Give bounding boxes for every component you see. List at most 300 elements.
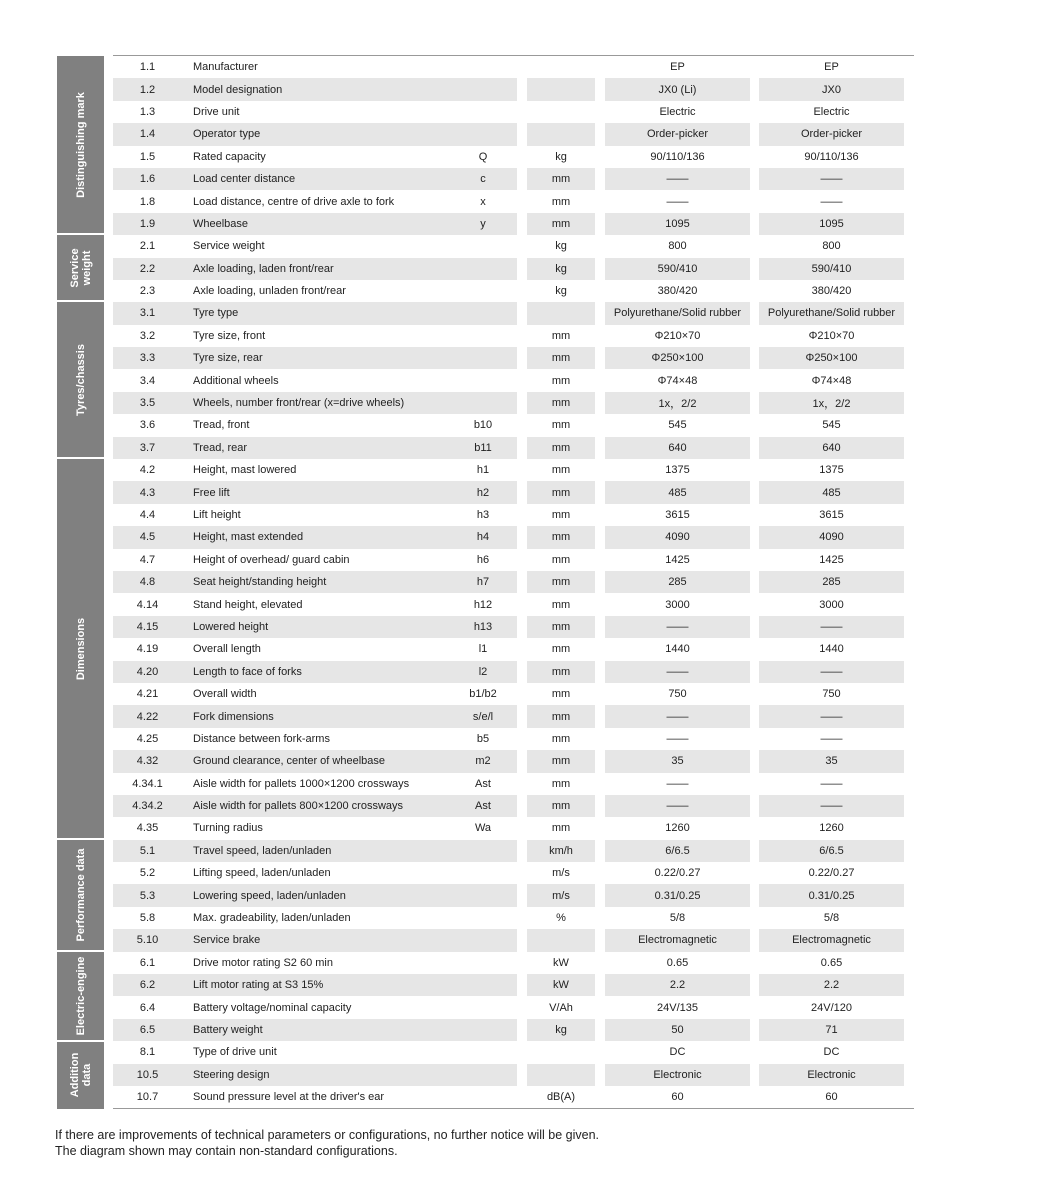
row-symbol: x (480, 195, 486, 208)
row-value-model-1: 1x，2/2 (605, 392, 750, 414)
row-value-model-1: Electronic (605, 1064, 750, 1086)
row-value-model-1: 24V/135 (657, 1001, 698, 1014)
row-unit: mm (551, 822, 571, 835)
row-value-model-1: 590/410 (605, 258, 750, 280)
row-description: Height, mast extended (182, 526, 449, 548)
row-description: Battery weight (182, 1019, 449, 1041)
row-symbol: h4 (449, 526, 517, 548)
row-description: Manufacturer (193, 61, 258, 74)
section-sidebar (57, 56, 104, 1109)
row-symbol: b11 (449, 437, 517, 459)
spec-row (113, 638, 914, 660)
row-number: 4.3 (113, 481, 182, 503)
spec-row (113, 1019, 914, 1041)
row-symbol (449, 1064, 517, 1086)
row-value-model-1: Φ250×100 (605, 347, 750, 369)
row-description: Ground clearance, center of wheelbase (182, 750, 449, 772)
spec-row (113, 280, 914, 302)
row-value-model-2: Electric (813, 105, 850, 118)
row-value-model-2: 2.2 (759, 974, 904, 996)
row-unit: mm (551, 598, 571, 611)
row-value-model-2: Φ250×100 (759, 347, 904, 369)
row-description: Tyre size, front (193, 329, 266, 342)
row-value-model-2: —— (759, 168, 904, 190)
row-value-model-2: 545 (822, 419, 841, 432)
spec-row (113, 168, 914, 190)
row-number: 3.2 (139, 329, 156, 342)
row-unit: dB(A) (546, 1091, 576, 1104)
row-value-model-1: —— (666, 732, 689, 745)
spec-row (113, 974, 914, 996)
row-symbol: Ast (475, 777, 491, 790)
row-unit: kg (527, 258, 595, 280)
row-description: Load distance, centre of drive axle to fork (193, 195, 395, 208)
row-value-model-1: Electromagnetic (605, 929, 750, 951)
row-symbol: h2 (449, 481, 517, 503)
row-value-model-1: 6/6.5 (605, 840, 750, 862)
row-description: Tyre size, rear (182, 347, 449, 369)
row-symbol (449, 996, 517, 1018)
spec-row (113, 593, 914, 615)
row-description: Height of overhead/ guard cabin (193, 553, 350, 566)
row-value-model-1: 1425 (665, 553, 690, 566)
spec-row (113, 705, 914, 727)
section-block (57, 952, 104, 1042)
spec-row (113, 952, 914, 974)
row-value-model-2: Polyurethane/Solid rubber (759, 302, 904, 324)
row-number: 3.4 (139, 374, 156, 387)
row-unit: mm (527, 705, 595, 727)
row-symbol: b5 (476, 732, 490, 745)
spec-row (113, 213, 914, 235)
row-description: Lift motor rating at S3 15% (182, 974, 449, 996)
row-value-model-1: 640 (605, 437, 750, 459)
row-symbol: Q (478, 150, 488, 163)
row-value-model-1: 1260 (665, 822, 690, 835)
spec-row (113, 369, 914, 391)
row-symbol (449, 392, 517, 414)
spec-row (113, 728, 914, 750)
spec-row (113, 392, 914, 414)
row-value-model-1: Electric (659, 105, 696, 118)
row-symbol (449, 78, 517, 100)
row-unit: mm (527, 392, 595, 414)
spec-row (113, 907, 914, 929)
row-number: 5.1 (113, 840, 182, 862)
row-number: 1.3 (139, 105, 156, 118)
row-symbol: y (449, 213, 517, 235)
row-unit: V/Ah (549, 1001, 573, 1014)
section-label: Dimensions (74, 617, 87, 680)
row-value-model-2: —— (759, 705, 904, 727)
row-unit: mm (527, 526, 595, 548)
row-symbol (449, 862, 517, 884)
row-value-model-2: —— (820, 777, 843, 790)
row-value-model-1: JX0 (Li) (605, 78, 750, 100)
row-symbol: h12 (473, 598, 493, 611)
row-description: Max. gradeability, laden/unladen (193, 912, 351, 925)
row-value-model-1: 90/110/136 (650, 150, 705, 163)
row-number: 4.34.2 (113, 795, 182, 817)
row-number: 3.5 (113, 392, 182, 414)
row-number: 5.8 (139, 912, 156, 925)
row-symbol (449, 302, 517, 324)
row-value-model-1: —— (666, 195, 689, 208)
row-value-model-2: Electronic (759, 1064, 904, 1086)
row-symbol: h3 (476, 509, 490, 521)
row-description: Wheels, number front/rear (x=drive wheels) (182, 392, 449, 414)
row-value-model-2: 1095 (759, 213, 904, 235)
spec-row (113, 750, 914, 772)
row-symbol: c (449, 168, 517, 190)
row-value-model-2: Φ74×48 (811, 374, 852, 387)
section-block (57, 1042, 104, 1109)
row-unit: mm (551, 329, 571, 342)
row-description: Lifting speed, laden/unladen (193, 867, 331, 880)
row-value-model-2: 71 (759, 1019, 904, 1041)
row-number: 5.10 (113, 929, 182, 951)
row-symbol (449, 101, 517, 123)
spec-row (113, 1064, 914, 1086)
spec-row (113, 481, 914, 503)
row-unit: mm (527, 616, 595, 638)
row-unit: mm (527, 347, 595, 369)
spec-row (113, 123, 914, 145)
row-description: Fork dimensions (182, 705, 449, 727)
row-value-model-2: 0.31/0.25 (759, 884, 904, 906)
row-value-model-1: —— (605, 168, 750, 190)
row-number: 1.1 (139, 61, 156, 74)
row-value-model-1: 2.2 (605, 974, 750, 996)
spec-row (113, 1041, 914, 1063)
row-description: Distance between fork-arms (193, 732, 330, 745)
row-symbol (449, 235, 517, 257)
spec-row (113, 414, 914, 436)
row-number: 4.8 (113, 571, 182, 593)
row-value-model-2: 485 (759, 481, 904, 503)
row-description: Model designation (182, 78, 449, 100)
row-symbol: b1/b2 (469, 688, 497, 701)
row-value-model-1: 485 (605, 481, 750, 503)
row-unit: km/h (527, 840, 595, 862)
row-description: Height, mast lowered (193, 464, 297, 477)
row-value-model-1: 60 (671, 1091, 684, 1104)
row-value-model-1: —— (666, 777, 689, 790)
row-number: 10.7 (136, 1091, 159, 1104)
row-unit: mm (527, 481, 595, 503)
row-value-model-2: EP (824, 61, 839, 74)
row-value-model-1: 4090 (605, 526, 750, 548)
row-value-model-1: 5/8 (669, 912, 686, 925)
row-description: Rated capacity (193, 150, 266, 163)
row-description: Axle loading, laden front/rear (182, 258, 449, 280)
row-value-model-1: 380/420 (657, 285, 698, 298)
row-unit (527, 78, 595, 100)
row-value-model-2: 0.22/0.27 (808, 867, 855, 880)
row-number: 6.1 (139, 956, 156, 969)
section-label: Performance data (74, 848, 87, 942)
spec-row (113, 302, 914, 324)
row-value-model-2: Φ210×70 (808, 329, 855, 342)
row-number: 4.22 (113, 705, 182, 727)
row-unit: kg (555, 240, 567, 253)
spec-row (113, 773, 914, 795)
row-value-model-2: 4090 (759, 526, 904, 548)
row-number: 6.4 (139, 1001, 156, 1014)
row-value-model-2: DC (823, 1046, 840, 1059)
row-unit: % (556, 912, 566, 925)
row-symbol: b10 (473, 419, 493, 432)
row-symbol: Wa (474, 822, 492, 835)
row-value-model-2: Electromagnetic (759, 929, 904, 951)
row-value-model-1: —— (605, 661, 750, 683)
row-number: 4.15 (113, 616, 182, 638)
row-number: 1.8 (139, 195, 156, 208)
row-number: 2.3 (139, 285, 156, 298)
row-unit: mm (527, 168, 595, 190)
spec-row (113, 347, 914, 369)
row-symbol: l2 (449, 661, 517, 683)
spec-row (113, 884, 914, 906)
section-label: Electric-engine (74, 956, 87, 1036)
row-symbol (449, 840, 517, 862)
row-symbol (449, 258, 517, 280)
row-number: 2.1 (139, 240, 156, 253)
row-value-model-1: Order-picker (605, 123, 750, 145)
row-value-model-1: 1440 (665, 643, 690, 656)
row-number: 1.4 (113, 123, 182, 145)
row-value-model-1: 750 (668, 688, 687, 701)
row-value-model-2: 750 (822, 688, 841, 701)
spec-row (113, 56, 914, 78)
row-symbol (449, 325, 517, 347)
row-description: Drive unit (193, 105, 240, 118)
row-symbol (449, 974, 517, 996)
row-unit: mm (551, 643, 571, 656)
row-unit: kW (553, 956, 569, 969)
row-value-model-1: Φ210×70 (654, 329, 701, 342)
row-value-model-2: —— (759, 795, 904, 817)
section-label: Service weight (68, 248, 93, 288)
row-number: 2.2 (113, 258, 182, 280)
row-value-model-2: 3000 (819, 598, 844, 611)
row-value-model-2: 0.65 (820, 956, 843, 969)
row-value-model-2: 1440 (819, 643, 844, 656)
row-number: 6.5 (113, 1019, 182, 1041)
row-description: Aisle width for pallets 800×1200 crossways (182, 795, 449, 817)
row-symbol (449, 347, 517, 369)
row-symbol (449, 369, 517, 391)
row-value-model-2: 1425 (819, 553, 844, 566)
row-value-model-1: 285 (605, 571, 750, 593)
row-description: Service brake (182, 929, 449, 951)
row-symbol (449, 123, 517, 145)
row-description: Tread, rear (182, 437, 449, 459)
row-description: Wheelbase (182, 213, 449, 235)
row-value-model-2: 5/8 (823, 912, 840, 925)
spec-row (113, 549, 914, 571)
row-number: 4.5 (113, 526, 182, 548)
spec-row (113, 929, 914, 951)
row-unit (527, 302, 595, 324)
row-value-model-2: 590/410 (759, 258, 904, 280)
row-value-model-1: 800 (668, 240, 687, 253)
row-description: Operator type (182, 123, 449, 145)
row-value-model-1: 0.65 (666, 956, 689, 969)
row-description: Lift height (193, 509, 241, 521)
row-value-model-2: 90/110/136 (804, 150, 859, 163)
spec-row (113, 235, 914, 257)
row-value-model-1: 0.22/0.27 (654, 867, 701, 880)
row-value-model-2: Order-picker (759, 123, 904, 145)
row-symbol (449, 1041, 517, 1063)
row-unit (527, 123, 595, 145)
row-symbol: h6 (476, 553, 490, 566)
row-unit: kg (555, 285, 567, 298)
row-value-model-2: JX0 (759, 78, 904, 100)
row-value-model-1: 35 (605, 750, 750, 772)
row-description: Stand height, elevated (193, 598, 303, 611)
row-symbol: m2 (449, 750, 517, 772)
row-value-model-2: 3615 (819, 509, 844, 521)
row-description: Turning radius (193, 822, 263, 835)
row-unit (527, 1041, 595, 1063)
row-number: 4.32 (113, 750, 182, 772)
row-symbol (449, 884, 517, 906)
row-description: Free lift (182, 481, 449, 503)
spec-row (113, 616, 914, 638)
row-value-model-1: 3615 (665, 509, 690, 521)
row-unit (527, 929, 595, 951)
row-number: 4.19 (136, 643, 159, 656)
row-value-model-1: Φ74×48 (657, 374, 698, 387)
section-block (57, 56, 104, 235)
row-unit: mm (551, 732, 571, 745)
row-value-model-2: 380/420 (811, 285, 852, 298)
row-symbol (449, 56, 517, 78)
row-value-model-1: 50 (605, 1019, 750, 1041)
row-symbol: l1 (478, 643, 488, 656)
row-description: Service weight (193, 240, 265, 253)
spec-row (113, 459, 914, 481)
row-value-model-1: 0.31/0.25 (605, 884, 750, 906)
spec-row (113, 190, 914, 212)
section-block (57, 235, 104, 302)
row-description: Tyre type (182, 302, 449, 324)
spec-row (113, 862, 914, 884)
section-label: Addition data (68, 1052, 93, 1098)
row-value-model-2: 35 (759, 750, 904, 772)
section-label: Tyres/chassis (74, 343, 87, 416)
row-number: 4.21 (136, 688, 159, 701)
row-symbol (449, 952, 517, 974)
row-description: Overall length (193, 643, 261, 656)
row-value-model-2: —— (759, 616, 904, 638)
row-unit: mm (551, 419, 571, 432)
row-description: Battery voltage/nominal capacity (193, 1001, 352, 1014)
row-unit: mm (551, 509, 571, 521)
row-unit: mm (527, 437, 595, 459)
row-unit (527, 56, 595, 78)
row-symbol (449, 907, 517, 929)
row-number: 4.4 (139, 509, 156, 521)
row-value-model-1: 1375 (665, 464, 690, 477)
row-symbol (449, 1086, 517, 1108)
row-description: Axle loading, unladen front/rear (193, 285, 346, 298)
footnote-improvements: If there are improvements of technical parameters or configurations, no further notice will be given. (55, 1128, 600, 1142)
row-value-model-1: —— (605, 616, 750, 638)
row-unit: mm (551, 688, 571, 701)
row-symbol (449, 1019, 517, 1041)
row-number: 4.7 (139, 553, 156, 566)
row-unit: mm (551, 374, 571, 387)
row-description: Lowered height (182, 616, 449, 638)
row-description: Sound pressure level at the driver's ear (193, 1091, 385, 1104)
row-symbol: h13 (449, 616, 517, 638)
spec-row (113, 526, 914, 548)
row-number: 4.25 (136, 732, 159, 745)
section-block (57, 840, 104, 952)
row-number: 3.1 (113, 302, 182, 324)
row-symbol (449, 280, 517, 302)
row-number: 6.2 (113, 974, 182, 996)
row-description: Length to face of forks (182, 661, 449, 683)
row-number: 4.34.1 (132, 777, 163, 790)
row-unit: mm (527, 213, 595, 235)
row-number: 1.2 (113, 78, 182, 100)
row-number: 4.35 (136, 822, 159, 835)
spec-row (113, 437, 914, 459)
spec-row (113, 817, 914, 839)
spec-row (113, 101, 914, 123)
row-number: 3.6 (139, 419, 156, 432)
row-number: 10.5 (113, 1064, 182, 1086)
row-value-model-2: 60 (825, 1091, 838, 1104)
spec-row (113, 504, 914, 526)
row-description: Lowering speed, laden/unladen (182, 884, 449, 906)
row-description: Type of drive unit (193, 1046, 277, 1059)
row-unit: mm (527, 571, 595, 593)
row-description: Additional wheels (193, 374, 279, 387)
row-description: Drive motor rating S2 60 min (193, 956, 333, 969)
row-unit: kg (527, 1019, 595, 1041)
spec-table (113, 55, 914, 1109)
row-number: 5.3 (113, 884, 182, 906)
spec-row (113, 996, 914, 1018)
row-unit (527, 101, 595, 123)
row-description: Steering design (182, 1064, 449, 1086)
footnote-non-standard: The diagram shown may contain non-standard configurations. (55, 1144, 398, 1158)
section-label: Distinguishing mark (74, 91, 87, 198)
spec-row (113, 258, 914, 280)
spec-row (113, 795, 914, 817)
row-value-model-2: —— (820, 195, 843, 208)
row-symbol: Ast (449, 795, 517, 817)
row-unit: mm (527, 750, 595, 772)
row-number: 3.7 (113, 437, 182, 459)
spec-row (113, 840, 914, 862)
row-value-model-1: DC (669, 1046, 686, 1059)
row-unit: mm (551, 777, 571, 790)
row-symbol: h1 (476, 464, 490, 477)
row-description: Travel speed, laden/unladen (182, 840, 449, 862)
row-value-model-1: Polyurethane/Solid rubber (605, 302, 750, 324)
row-value-model-1: 3000 (665, 598, 690, 611)
spec-row (113, 78, 914, 100)
row-value-model-1: 1095 (605, 213, 750, 235)
row-unit (527, 1064, 595, 1086)
row-value-model-2: 285 (759, 571, 904, 593)
